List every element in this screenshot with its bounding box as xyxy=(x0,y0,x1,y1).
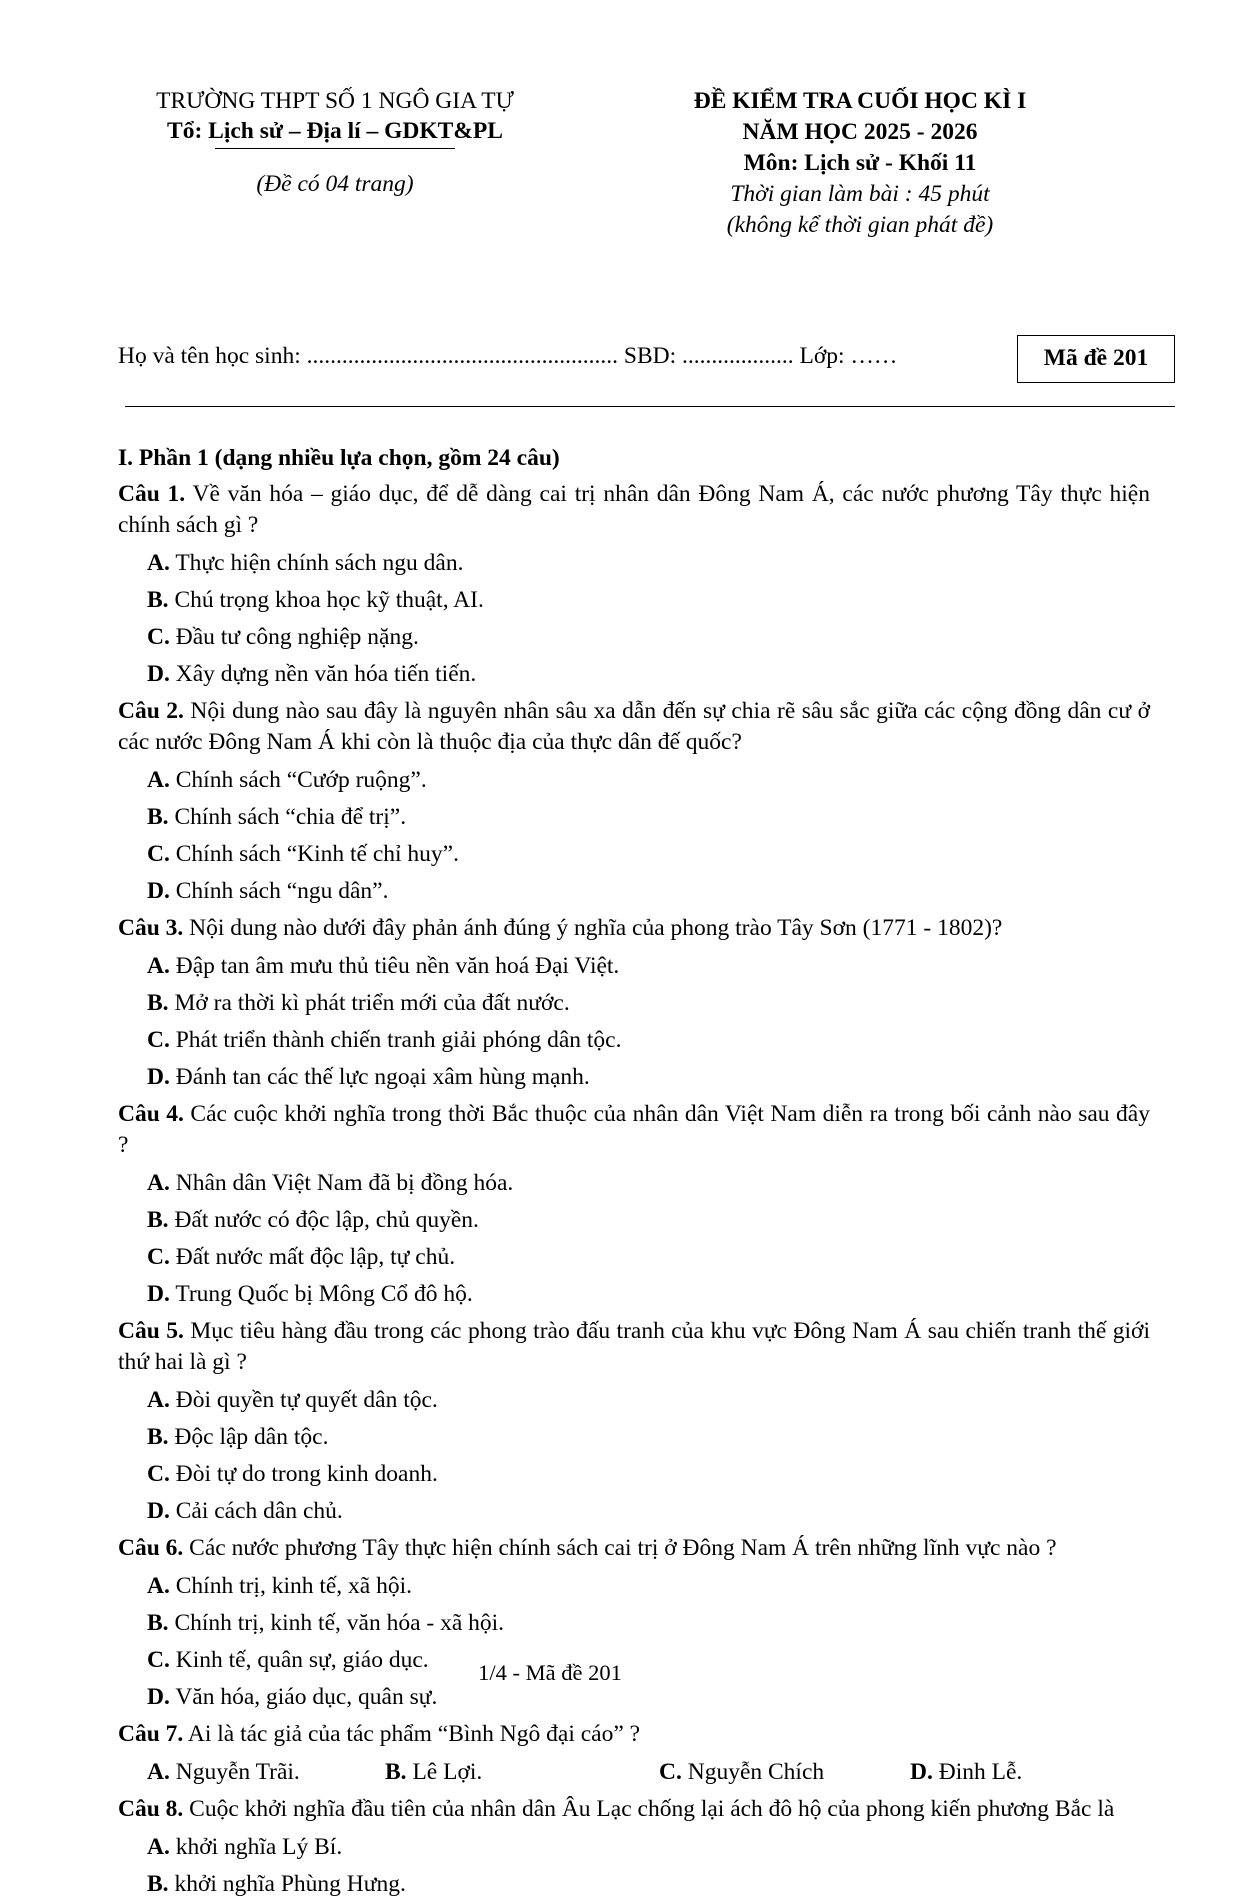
option-letter: D. xyxy=(147,1498,170,1524)
question-label: Câu 1. xyxy=(118,481,186,507)
option-letter: A. xyxy=(147,550,170,576)
option-letter: C. xyxy=(147,1461,170,1487)
divider xyxy=(125,406,1175,407)
option-text: Chính trị, kinh tế, văn hóa - xã hội. xyxy=(174,1610,505,1636)
option-b xyxy=(147,1866,659,1903)
option-a xyxy=(147,762,659,799)
option-text: Nhân dân Việt Nam đã bị đồng hóa. xyxy=(175,1170,514,1196)
option-d xyxy=(147,656,659,693)
option-b xyxy=(147,582,659,619)
option-text: Xây dựng nền văn hóa tiến tiến. xyxy=(175,661,477,687)
option-d xyxy=(147,1493,659,1530)
option-letter: D. xyxy=(147,1064,170,1090)
option-text: Chú trọng khoa học kỹ thuật, AI. xyxy=(174,587,484,613)
option-a xyxy=(147,545,659,582)
option-letter: B. xyxy=(147,1610,169,1636)
option-a xyxy=(147,1165,659,1202)
option-letter: A. xyxy=(147,1573,170,1599)
question-text: Các cuộc khởi nghĩa trong thời Bắc thuộc của nhân dân Việt Nam diễn ra trong bối cảnh nào sau đây ? xyxy=(118,1101,1150,1158)
option-letter: D. xyxy=(147,661,170,687)
header-underline xyxy=(215,148,455,149)
duration: Thời gian làm bài : 45 phút xyxy=(730,181,990,207)
option-text: Mở ra thời kì phát triển mới của đất nước. xyxy=(174,990,570,1016)
department-name: Tổ: Lịch sử – Địa lí – GDKT&PL xyxy=(167,118,503,144)
question-label: Câu 7. xyxy=(118,1721,184,1747)
question-text: Cuộc khởi nghĩa đầu tiên của nhân dân Âu Lạc chống lại ách đô hộ của phong kiến phương Bắc là xyxy=(189,1796,1115,1822)
option-letter: D. xyxy=(910,1759,933,1785)
subject: Môn: Lịch sử - Khối 11 xyxy=(743,150,977,176)
option-text: Đinh Lễ. xyxy=(938,1759,1023,1785)
option-b xyxy=(385,1754,482,1791)
option-c xyxy=(147,836,659,873)
option-text: Văn hóa, giáo dục, quân sự. xyxy=(175,1684,438,1710)
option-text: khởi nghĩa Phùng Hưng. xyxy=(174,1871,406,1897)
option-d xyxy=(147,873,659,910)
option-text: Chính sách “chia để trị”. xyxy=(174,804,407,830)
exam-title: ĐỀ KIỂM TRA CUỐI HỌC KÌ I xyxy=(693,88,1027,114)
question-text: Các nước phương Tây thực hiện chính sách cai trị ở Đông Nam Á trên những lĩnh vực nào ? xyxy=(189,1535,1057,1561)
option-text: Độc lập dân tộc. xyxy=(174,1424,329,1450)
option-d xyxy=(910,1754,1022,1791)
options-7 xyxy=(118,1754,1150,1791)
option-a xyxy=(147,1829,659,1866)
options-8 xyxy=(118,1829,1150,1903)
question-1 xyxy=(118,479,1150,541)
exam-code-box: Mã đề 201 xyxy=(1017,335,1175,383)
options-6 xyxy=(118,1568,1150,1716)
option-text: Đòi tự do trong kinh doanh. xyxy=(175,1461,438,1487)
option-text: Chính sách “Kinh tế chỉ huy”. xyxy=(175,841,459,867)
option-a xyxy=(147,1382,659,1419)
school-name: TRƯỜNG THPT SỐ 1 NGÔ GIA TỰ xyxy=(156,88,514,114)
option-a xyxy=(147,1568,1150,1605)
option-d xyxy=(147,1276,659,1313)
option-letter: C. xyxy=(147,1244,170,1270)
question-text: Mục tiêu hàng đầu trong các phong trào đấu tranh của khu vực Đông Nam Á sau chiến tranh thế giới thứ hai là gì ? xyxy=(118,1318,1151,1375)
page-footer: 1/4 - Mã đề 201 xyxy=(478,1660,622,1685)
option-letter: C. xyxy=(147,624,170,650)
options-4 xyxy=(118,1165,1150,1313)
option-letter: A. xyxy=(147,1170,170,1196)
option-text: khởi nghĩa Lý Bí. xyxy=(175,1834,343,1860)
options-2 xyxy=(118,762,1150,910)
option-c xyxy=(147,1456,659,1493)
option-text: Đánh tan các thế lực ngoại xâm hùng mạnh. xyxy=(175,1064,590,1090)
option-text: Chính trị, kinh tế, xã hội. xyxy=(175,1573,413,1599)
question-4 xyxy=(118,1099,1150,1161)
option-b xyxy=(147,985,1150,1022)
option-text: Kinh tế, quân sự, giáo dục. xyxy=(175,1647,429,1673)
header-left xyxy=(100,86,570,199)
header-right xyxy=(620,86,1100,241)
option-d xyxy=(147,1059,1150,1096)
question-label: Câu 5. xyxy=(118,1318,184,1344)
option-text: Chính sách “Cướp ruộng”. xyxy=(175,767,427,793)
option-letter: B. xyxy=(147,1207,169,1233)
option-letter: C. xyxy=(659,1759,682,1785)
option-text: Thực hiện chính sách ngu dân. xyxy=(175,550,464,576)
option-letter: B. xyxy=(385,1759,407,1785)
option-letter: A. xyxy=(147,953,170,979)
option-b xyxy=(147,799,659,836)
option-letter: D. xyxy=(147,878,170,904)
question-text: Nội dung nào sau đây là nguyên nhân sâu xa dẫn đến sự chia rẽ sâu sắc giữa các cộng đồng dân cư ở các nước Đông Nam Á khi còn là thuộc địa của thực dân đế quốc? xyxy=(118,698,1150,755)
option-text: Nguyễn Trãi. xyxy=(175,1759,300,1785)
option-text: Cải cách dân chủ. xyxy=(175,1498,343,1524)
question-3 xyxy=(118,913,1150,944)
option-text: Đất nước có độc lập, chủ quyền. xyxy=(174,1207,479,1233)
option-b xyxy=(147,1419,659,1456)
school-year: NĂM HỌC 2025 - 2026 xyxy=(742,119,978,145)
option-c xyxy=(147,1239,659,1276)
option-text: Trung Quốc bị Mông Cổ đô hộ. xyxy=(175,1281,473,1307)
option-text: Lê Lợi. xyxy=(412,1759,483,1785)
question-8 xyxy=(118,1794,1150,1825)
student-info-line: Họ và tên học sinh: ..................................................... SBD: ................... Lớp: …… xyxy=(118,343,898,369)
option-text: Đòi quyền tự quyết dân tộc. xyxy=(175,1387,438,1413)
section-title: I. Phần 1 (dạng nhiều lựa chọn, gồm 24 câu) xyxy=(118,445,560,471)
option-letter: B. xyxy=(147,804,169,830)
question-text: Ai là tác giả của tác phẩm “Bình Ngô đại cáo” ? xyxy=(187,1721,641,1747)
option-text: Chính sách “ngu dân”. xyxy=(175,878,389,904)
question-text: Về văn hóa – giáo dục, để dễ dàng cai trị nhân dân Đông Nam Á, các nước phương Tây thực hiện chính sách gì ? xyxy=(118,481,1150,538)
option-c xyxy=(659,1754,824,1791)
option-b xyxy=(147,1202,659,1239)
option-text: Nguyễn Chích xyxy=(687,1759,825,1785)
question-label: Câu 2. xyxy=(118,698,184,724)
option-letter: C. xyxy=(147,841,170,867)
option-letter: D. xyxy=(147,1684,170,1710)
options-5 xyxy=(118,1382,1150,1530)
question-6 xyxy=(118,1533,1150,1564)
option-text: Đầu tư công nghiệp nặng. xyxy=(175,624,419,650)
option-b xyxy=(147,1605,1150,1642)
option-letter: A. xyxy=(147,767,170,793)
options-3 xyxy=(118,948,1150,1096)
option-letter: B. xyxy=(147,1871,169,1897)
option-a xyxy=(147,1754,300,1791)
question-2 xyxy=(118,696,1150,758)
option-a xyxy=(147,948,1150,985)
option-letter: B. xyxy=(147,1424,169,1450)
option-letter: A. xyxy=(147,1759,170,1785)
option-letter: D. xyxy=(147,1281,170,1307)
question-label: Câu 4. xyxy=(118,1101,184,1127)
duration-note: (không kể thời gian phát đề) xyxy=(726,212,994,238)
option-text: Đất nước mất độc lập, tự chủ. xyxy=(175,1244,456,1270)
option-letter: B. xyxy=(147,990,169,1016)
option-c xyxy=(147,1022,1150,1059)
option-letter: A. xyxy=(147,1834,170,1860)
question-text: Nội dung nào dưới đây phản ánh đúng ý nghĩa của phong trào Tây Sơn (1771 - 1802)? xyxy=(189,915,1003,941)
options-1 xyxy=(118,545,1150,693)
question-label: Câu 6. xyxy=(118,1535,184,1561)
option-letter: C. xyxy=(147,1647,170,1673)
option-letter: C. xyxy=(147,1027,170,1053)
question-7 xyxy=(118,1719,1150,1750)
question-label: Câu 8. xyxy=(118,1796,184,1822)
page-count: (Đề có 04 trang) xyxy=(256,171,414,197)
option-letter: A. xyxy=(147,1387,170,1413)
option-letter: B. xyxy=(147,587,169,613)
option-c xyxy=(147,619,659,656)
question-label: Câu 3. xyxy=(118,915,184,941)
option-text: Phát triển thành chiến tranh giải phóng dân tộc. xyxy=(175,1027,622,1053)
question-5 xyxy=(118,1316,1150,1378)
option-text: Đập tan âm mưu thủ tiêu nền văn hoá Đại Việt. xyxy=(175,953,620,979)
